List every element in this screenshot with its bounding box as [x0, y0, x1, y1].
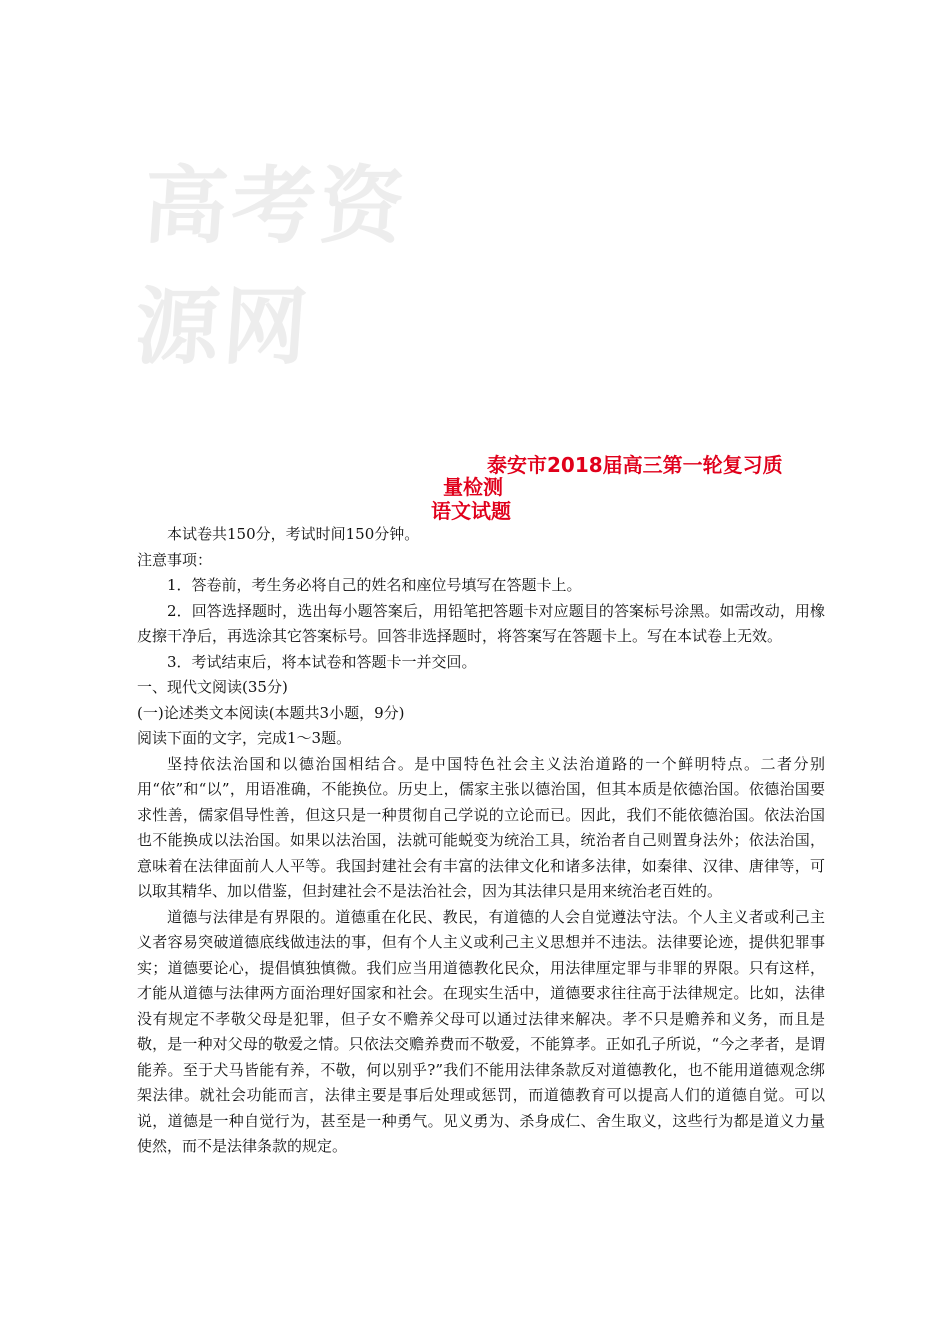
- document-body: [137, 522, 825, 1160]
- note-3: 3．考试结束后，将本试卷和答题卡一并交回。: [167, 652, 477, 671]
- passage-paragraph-2: 道德与法律是有界限的。道德重在化民、教民，有道德的人会自觉遵法守法。个人主义者或利己主义者容易突破道德底线做违法的事，但有个人主义或利己主义思想并不违法。法律要论迹，提供犯罪事实；道德要论心，提倡慎独慎微。我们应当用道德教化民众，用法律厘定罪与非罪的界限。只有这样，才能从道德与法律两方面治理好国家和社会。在现实生活中，道德要求往往高于法律规定。比如，法律没有规定不孝敬父母是犯罪，但子女不赡养父母可以通过法律来解决。孝不只是赡养和义务，而且是敬，是一种对父母的敬爱之情。只依法交赡养费而不敬爱，不能算孝。正如孔子所说，“今之孝者，是谓能养。至于犬马皆能有养，不敬，何以别乎?”我们不能用法律条款反对道德教化，也不能用道德观念绑架法律。就社会功能而言，法律主要是事后处理或惩罚，而道德教育可以提高人们的道德自觉。可以说，道德是一种自觉行为，甚至是一种勇气。见义勇为、杀身成仁、舍生取义，这些行为都是道义力量使然，而不是法律条款的规定。: [137, 907, 825, 1155]
- title-line-1: 泰安市2018届高三第一轮复习质: [487, 453, 783, 477]
- note-1: 1．答卷前，考生务必将自己的姓名和座位号填写在答题卡上。: [167, 576, 582, 594]
- passage-paragraph-1: 坚持依法治国和以德治国相结合。是中国特色社会主义法治道路的一个鲜明特点。二者分别用“依”和“以”，用语准确，不能换位。历史上，儒家主张以德治国，但其本质是依德治国。依德治国要求性善，儒家倡导性善，但这只是一种贯彻自己学说的立论而已。因此，我们不能依德治国。依法治国也不能换成以法治国。如果以法治国，法就可能蜕变为统治工具，统治者自己则置身法外；依法治国，意味着在法律面前人人平等。我国封建社会有丰富的法律文化和诸多法律，如秦律、汉律、唐律等，可以取其精华、加以借鉴，但封建社会不是法治社会，因为其法律只是用来统治老百姓的。: [137, 754, 825, 900]
- section-heading: 一、现代文阅读(35分): [137, 678, 288, 696]
- title-line-2: 量检测: [443, 475, 503, 499]
- reading-instruction: 阅读下面的文字，完成1～3题。: [137, 729, 352, 747]
- section-subheading: (一)论述类文本阅读(本题共3小题，9分): [137, 703, 405, 722]
- notes-heading: 注意事项：: [137, 550, 213, 569]
- watermark-logo: 高考资源网: [131, 157, 412, 376]
- note-2: 2．回答选择题时，选出每小题答案后，用铅笔把答题卡对应题目的答案标号涂黑。如需改动，用橡皮擦干净后，再选涂其它答案标号。回答非选择题时，将答案写在答题卡上。写在本试卷上无效。: [137, 601, 825, 645]
- title-line-3: 语文试题: [431, 499, 511, 523]
- exam-info: 本试卷共150分，考试时间150分钟。: [167, 525, 420, 543]
